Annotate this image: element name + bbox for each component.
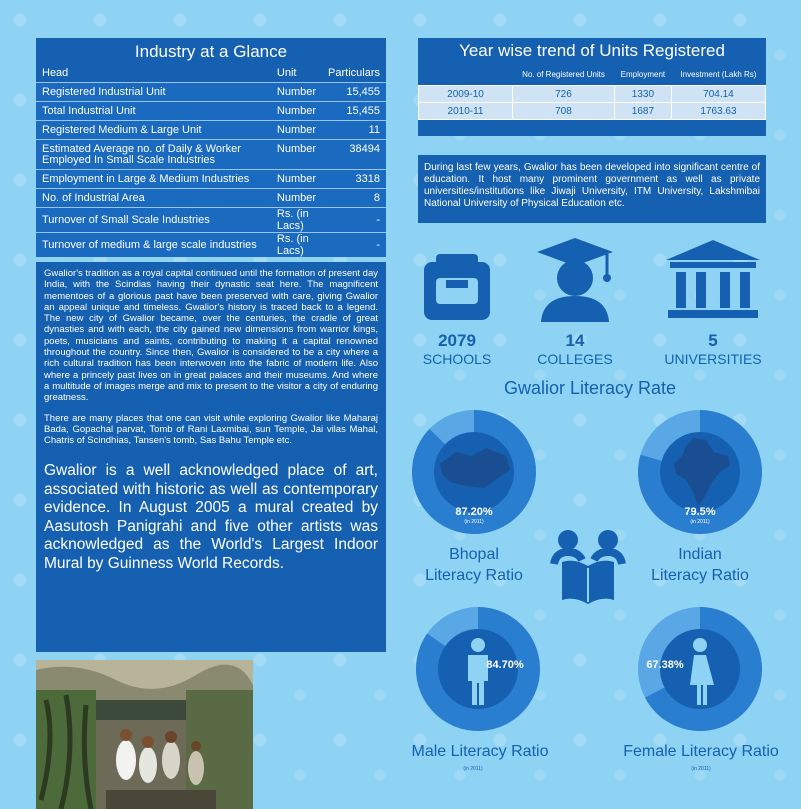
- history-paragraph: Gwalior's tradition as a royal capital continued until the formation of present day India, with the Scindias having their dynastic seat here. The magnificent mementoes of a glorious past have been preserved with care, giving Gwalior an appeal unique and timeless. Gwalior's history is traced back to a legend. The new city of Gwalior became, over the centuries, the cradle of great dynasties and with each, the city gained new dimensions from warrior kings, poets, musicians and saints, contributing to making it a capital renowned throughout the country. Since then, Gwalior is considered to be a city where a rich cultural tradition has been interwoven into the fabric of modern life. Also where a princely past lives on in great palaces and their museums. And where a multitude of images merge and mix to present to the visitor a city of enduring greatness.: [44, 268, 378, 404]
- history-panel: [36, 262, 386, 652]
- industry-header-unit: Unit: [276, 67, 297, 79]
- literacy-title: Gwalior Literacy Rate: [503, 378, 677, 398]
- indian-label: [626, 546, 774, 585]
- year-trend-panel: [418, 38, 766, 136]
- female-literacy-chart: [636, 605, 764, 733]
- bhopal-label: [400, 546, 548, 585]
- row-unit: Number: [271, 83, 322, 102]
- industry-header-particulars: Particulars: [328, 67, 380, 79]
- schools-label: SCHOOLS: [422, 351, 492, 367]
- indian-year: (in 2011): [690, 519, 710, 525]
- row-unit: Number: [271, 189, 322, 208]
- colleges-label: COLLEGES: [537, 351, 613, 367]
- row-unit: Number: [271, 170, 322, 189]
- table-row: [36, 189, 386, 208]
- education-text: During last few years, Gwalior has been developed into significant centre of education. It host many prominent government as well as private universities/institutions like Jiwaji University, ITM University, Lakshmibai National University of Physical Education etc.: [418, 155, 766, 223]
- table-row: [36, 121, 386, 140]
- table-row: [419, 103, 766, 120]
- year-trend-table: [418, 63, 766, 120]
- row-unit: Number: [271, 140, 322, 170]
- row-value: 15,455: [322, 102, 386, 121]
- table-row: [36, 233, 386, 258]
- universities-count: 5: [708, 331, 718, 350]
- year-header-blank: [419, 63, 513, 86]
- table-row: [36, 102, 386, 121]
- table-row: [36, 208, 386, 233]
- row-head: Total Industrial Unit: [36, 102, 271, 121]
- school-bag-icon: [410, 250, 504, 322]
- university-building-icon: [660, 236, 766, 322]
- row-unit: Rs. (in Lacs): [271, 233, 322, 258]
- row-unit: Number: [271, 102, 322, 121]
- bhopal-label-line1: Bhopal: [449, 546, 499, 563]
- row-head: Employment in Large & Medium Industries: [36, 170, 271, 189]
- year-cell: 2009-10: [419, 86, 513, 103]
- schools-count: 2079: [438, 331, 476, 350]
- row-value: 38494: [322, 140, 386, 170]
- colleges-count: 14: [565, 331, 585, 350]
- indian-label-line2: Literacy Ratio: [651, 567, 749, 584]
- male-label: Male Literacy Ratio: [411, 743, 549, 760]
- row-value: 3318: [322, 170, 386, 189]
- row-head: Registered Industrial Unit: [36, 83, 271, 102]
- industry-table: [36, 64, 386, 257]
- table-row: [36, 83, 386, 102]
- places-paragraph: There are many places that one can visit while exploring Gwalior like Maharaj Bada, Gopachal parvat, Tomb of Rani Laxmibai, sun Temple, Jai vilas Mahal, Chatris of Scindhias, Tansen's tomb, Sas Bahu Temple etc.: [44, 412, 378, 447]
- employment-cell: 1687: [614, 103, 671, 120]
- year-header-units: No. of Registered Units: [522, 69, 605, 79]
- table-row: [419, 86, 766, 103]
- units-cell: 708: [513, 103, 615, 120]
- female-year: (in 2011): [691, 766, 711, 772]
- year-trend-title: Year wise trend of Units Registered: [459, 41, 725, 60]
- male-value: 84.70%: [486, 659, 524, 671]
- female-value: 67.38%: [646, 659, 684, 671]
- table-row: [36, 140, 386, 170]
- row-head: Registered Medium & Large Unit: [36, 121, 271, 140]
- mural-paragraph: Gwalior is a well acknowledged place of art, associated with historic as well as contemporary evidence. In August 2005 a mural created by Aasutosh Panigrahi and five other artists was acknowledged as the World's Largest Indoor Mural by Guinness World Records.: [44, 462, 378, 572]
- universities-label: UNIVERSITIES: [664, 351, 762, 367]
- indian-value: 79.5%: [684, 506, 716, 518]
- row-head: Turnover of medium & large scale industries: [36, 233, 271, 258]
- industry-at-a-glance-panel: [36, 38, 386, 257]
- colleges-stat: [527, 236, 623, 367]
- year-cell: 2010-11: [419, 103, 513, 120]
- row-value: -: [322, 208, 386, 233]
- row-value: 15,455: [322, 83, 386, 102]
- units-cell: 726: [513, 86, 615, 103]
- male-year: (in 2011): [463, 766, 483, 772]
- row-head: Estimated Average no. of Daily & Worker Employed In Small Scale Industries: [36, 140, 271, 170]
- row-unit: Number: [271, 121, 322, 140]
- year-trend-source: Source:- DTIC, Gwalior: [703, 126, 766, 132]
- people-reading-icon: [548, 520, 628, 606]
- industry-header-head: Head: [42, 67, 69, 79]
- row-value: -: [322, 233, 386, 258]
- industry-title: Industry at a Glance: [134, 42, 288, 61]
- indian-label-line1: Indian: [678, 546, 722, 563]
- row-unit: Rs. (in Lacs): [271, 208, 322, 233]
- universities-stat: [660, 236, 766, 367]
- female-label: Female Literacy Ratio: [623, 743, 779, 760]
- bhopal-label-line2: Literacy Ratio: [425, 567, 523, 584]
- year-header-employment: Employment: [620, 69, 666, 79]
- bhopal-value: 87.20%: [455, 506, 493, 518]
- table-row: [36, 170, 386, 189]
- mural-photo: [36, 660, 253, 809]
- row-value: 11: [322, 121, 386, 140]
- male-literacy-chart: [414, 605, 542, 733]
- investment-cell: 1763.63: [671, 103, 765, 120]
- graduate-icon: [527, 236, 623, 322]
- row-value: 8: [322, 189, 386, 208]
- investment-cell: 704.14: [671, 86, 765, 103]
- row-head: No. of Industrial Area: [36, 189, 271, 208]
- indian-literacy-chart: [636, 408, 764, 536]
- bhopal-year: (in 2011): [464, 519, 484, 525]
- schools-stat: [410, 250, 504, 367]
- year-header-investment: Investment (Lakh Rs): [680, 69, 757, 79]
- bhopal-literacy-chart: [410, 408, 538, 536]
- row-head: Turnover of Small Scale Industries: [36, 208, 271, 233]
- employment-cell: 1330: [614, 86, 671, 103]
